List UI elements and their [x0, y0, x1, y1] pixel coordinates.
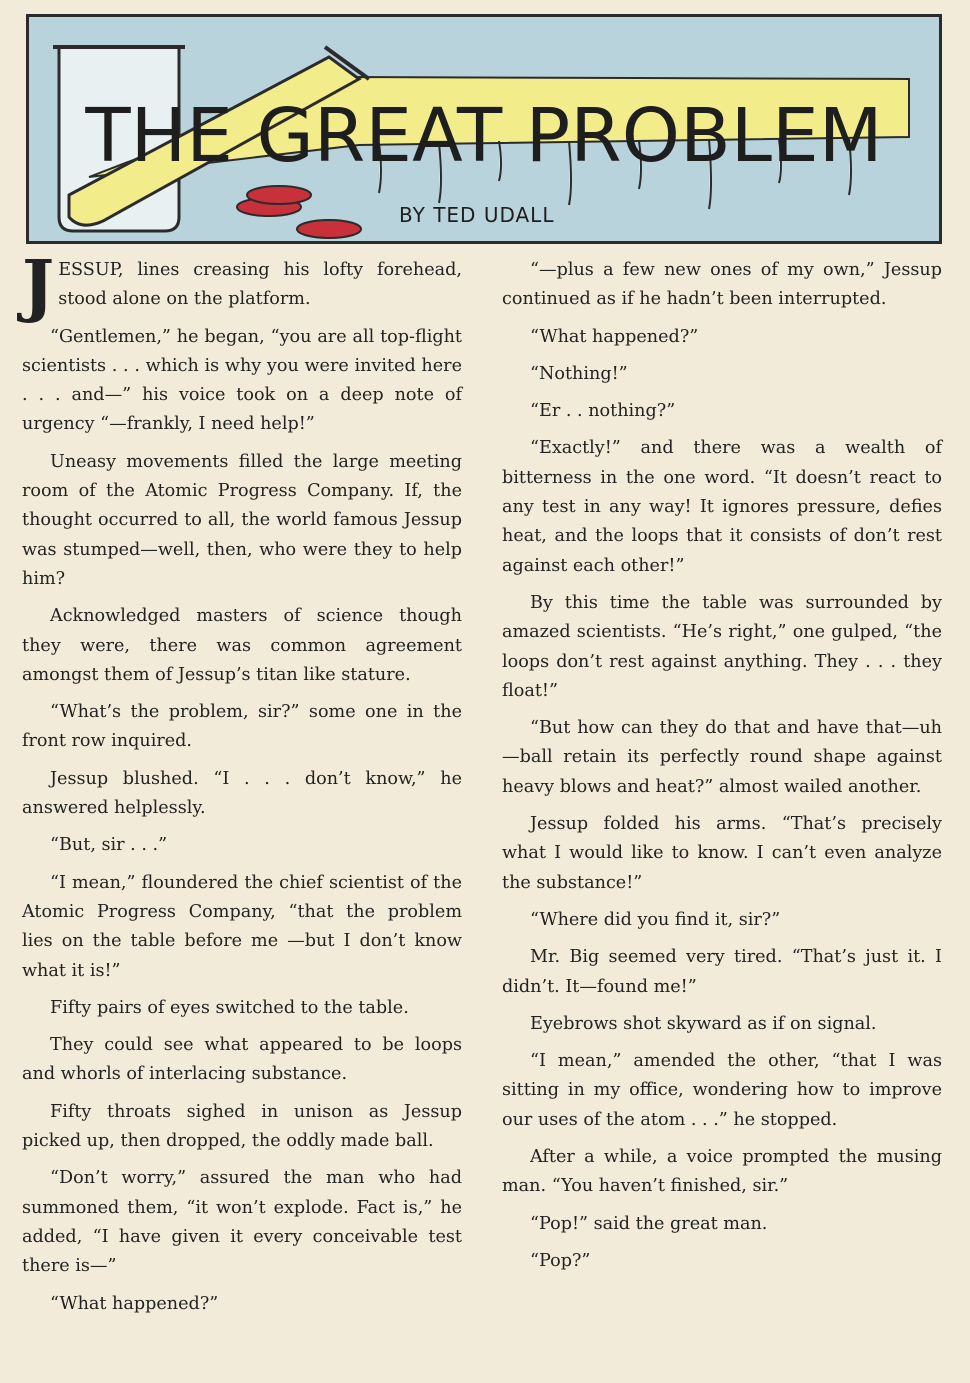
paragraph: “Don’t worry,” assured the man who had summoned them, “it won’t explode. Fact is,” he added, “I have given it every conceivable test there is—”: [22, 1168, 462, 1277]
paragraph: “What happened?”: [50, 1293, 219, 1314]
paragraph: Jessup blushed. “I . . . don’t know,” he answered helplessly.: [22, 768, 462, 819]
paragraph: “Pop!” said the great man.: [530, 1213, 768, 1234]
paragraph: After a while, a voice prompted the musing man. “You haven’t finished, sir.”: [502, 1147, 942, 1197]
left-column: [22, 246, 462, 1327]
right-column: [502, 256, 942, 1284]
drop-cap: J: [22, 246, 55, 326]
paragraph: Fifty pairs of eyes switched to the table.: [50, 997, 409, 1018]
paragraph: “Exactly!” and there was a wealth of bitterness in the one word. “It doesn’t react to any test in any way! It ignores pressure, defies heat, and the loops that it consists of don’t rest against each other!”: [502, 438, 942, 576]
paragraph: JESSUP, lines creasing his lofty forehead, stood alone on the platform.: [22, 246, 462, 326]
title-banner: [26, 14, 942, 244]
paragraph: Mr. Big seemed very tired. “That’s just it. I didn’t. It—found me!”: [502, 947, 942, 997]
paragraph: Uneasy movements filled the large meeting room of the Atomic Progress Company. If, the thought occurred to all, the world famous Jessup was stumped—well, then, who were they to help him?: [22, 451, 462, 589]
paragraph: “Er . . nothing?”: [530, 401, 676, 422]
story-byline: BY TED UDALL: [399, 203, 555, 227]
paragraph: “Pop?”: [530, 1250, 591, 1271]
paragraph: Acknowledged masters of science though they were, there was common agreement amongst them of Jessup’s titan like stature.: [22, 606, 462, 685]
paragraph: “What’s the problem, sir?” some one in the front row inquired.: [22, 702, 462, 752]
paragraph: By this time the table was surrounded by amazed scientists. “He’s right,” one gulped, “the loops don’t rest against anything. They . . . they float!”: [502, 592, 942, 701]
story-title: THE GREAT PROBLEM: [85, 93, 883, 179]
paragraph: “But how can they do that and have that—uh—ball retain its perfectly round shape against heavy blows and heat?” almost wailed another.: [502, 718, 942, 797]
paragraph: “What happened?”: [530, 326, 699, 347]
paragraph: Fifty throats sighed in unison as Jessup picked up, then dropped, the oddly made ball.: [22, 1101, 462, 1152]
paragraph: “Where did you find it, sir?”: [530, 909, 781, 930]
coins-icon: [237, 186, 361, 238]
paragraph: “Nothing!”: [530, 363, 628, 384]
paragraph: Eyebrows shot skyward as if on signal.: [530, 1013, 877, 1034]
paragraph: “I mean,” floundered the chief scientist of the Atomic Progress Company, “that the problem lies on the table before me —but I don’t know what it is!”: [22, 872, 462, 981]
paragraph: Jessup folded his arms. “That’s precisely what I would like to know. I can’t even analyze the substance!”: [502, 814, 942, 893]
paragraph: They could see what appeared to be loops and whorls of interlacing substance.: [22, 1035, 462, 1085]
paragraph: “Gentlemen,” he began, “you are all top-flight scientists . . . which is why you were invited here . . . and—” his voice took on a deep note of urgency “—frankly, I need help!”: [22, 326, 462, 435]
paragraph: “I mean,” amended the other, “that I was sitting in my office, wondering how to improve our uses of the atom . . .” he stopped.: [502, 1051, 942, 1130]
paragraph: “—plus a few new ones of my own,” Jessup continued as if he hadn’t been interrupted.: [502, 260, 942, 310]
paragraph: “But, sir . . .”: [50, 835, 168, 856]
